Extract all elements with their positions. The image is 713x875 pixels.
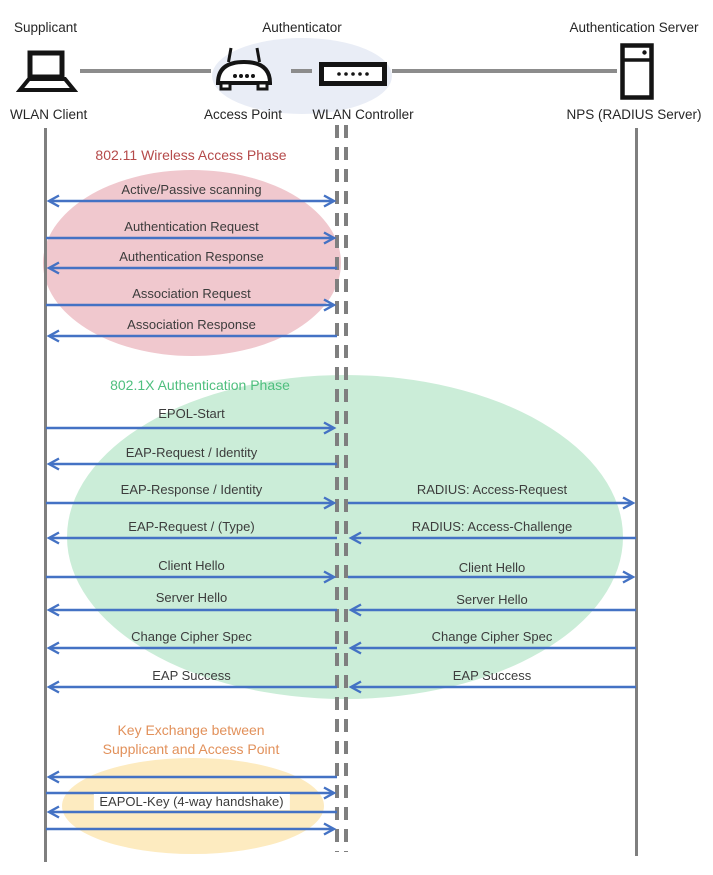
device-nps-radius-server-label: NPS (RADIUS Server) [566,107,702,122]
message-label: EAP Success [152,668,231,683]
message-label: Change Cipher Spec [131,629,252,644]
nps-server-lifeline [635,128,638,856]
message-arrow [46,769,337,785]
wlan-controller-lifeline-right [344,125,348,852]
message-label: EAPOL-Key (4-way handshake) [93,794,289,810]
key-exchange-title-line2: Supplicant and Access Point [102,741,280,757]
access-point-icon [213,46,275,92]
role-authentication-server-label: Authentication Server [569,20,699,35]
message-label: Association Response [127,317,256,332]
role-supplicant-label: Supplicant [14,20,78,35]
message-label: RADIUS: Access-Challenge [411,519,573,534]
message-label: RADIUS: Access-Request [416,482,568,497]
phase-8021x-title: 802.1X Authentication Phase [110,377,290,393]
message-label: Change Cipher Spec [431,629,553,644]
message-label: Client Hello [458,560,526,575]
server-icon [620,43,654,100]
device-wlan-client-label: WLAN Client [10,107,88,122]
laptop-icon [16,50,78,94]
message-arrow [46,821,337,837]
connector-line-middle [291,69,312,73]
message-label: Association Request [132,286,251,301]
message-label: EAP Success [452,668,532,683]
message-label: Active/Passive scanning [121,182,262,197]
message-arrow [46,420,337,436]
message-label: Authentication Response [119,249,264,264]
message-label: Server Hello [155,590,228,605]
message-label: Server Hello [456,592,528,607]
device-access-point-label: Access Point [203,107,283,122]
role-authenticator-label: Authenticator [262,20,342,35]
wlan-controller-icon [319,62,387,86]
device-wlan-controller-label: WLAN Controller [312,107,414,122]
message-label: EAP-Request / (Type) [128,519,255,534]
message-label: EAP-Request / Identity [125,445,258,460]
key-exchange-title-line1: Key Exchange between [117,722,265,738]
message-label: Client Hello [158,558,225,573]
message-label: EAP-Response / Identity [120,482,263,497]
message-label: Authentication Request [124,219,259,234]
phase-80211-title: 802.11 Wireless Access Phase [95,147,287,163]
connector-line-left [80,69,211,73]
connector-line-right [392,69,617,73]
message-label: EPOL-Start [158,406,225,421]
